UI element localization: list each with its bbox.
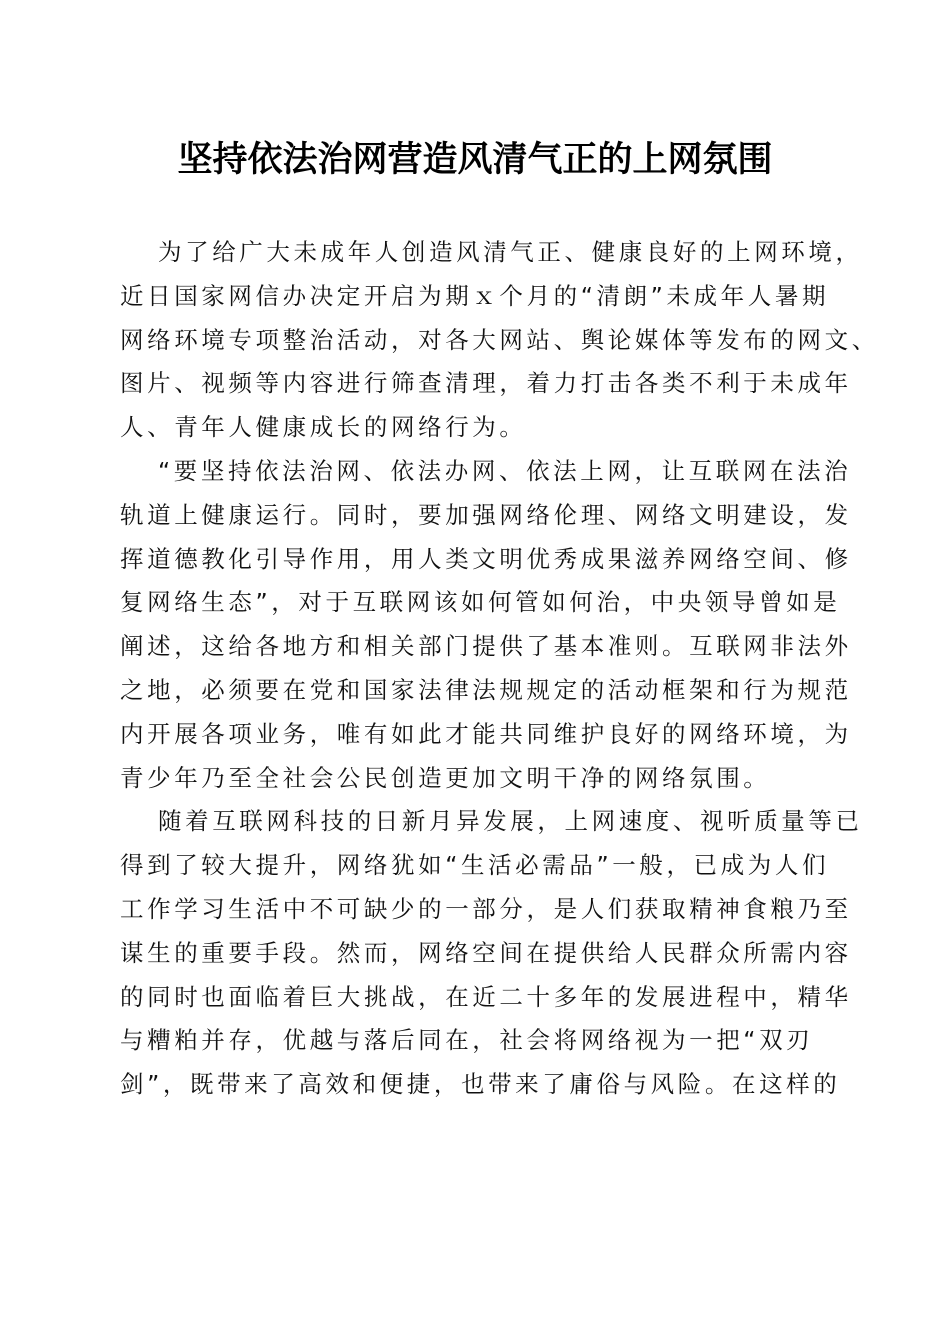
paragraph-2-line-8: 青少年乃至全社会公民创造更加文明干净的网络氛围。 xyxy=(120,763,771,792)
paragraph-2-line-5: 阐述，这给各地方和相关部门提供了基本准则。互联网非法外 xyxy=(120,632,852,661)
paragraph-1-line-5: 人、青年人健康成长的网络行为。 xyxy=(120,413,527,442)
paragraph-3-line-4: 谋生的重要手段。然而，网络空间在提供给人民群众所需内容 xyxy=(120,938,852,967)
paragraph-1-line-4: 图片、视频等内容进行筛查清理，着力打击各类不利于未成年 xyxy=(120,369,852,398)
paragraph-2-line-6: 之地，必须要在党和国家法律法规规定的活动框架和行为规范 xyxy=(120,675,852,704)
paragraph-2-line-2: 轨道上健康运行。同时，要加强网络伦理、网络文明建设，发 xyxy=(120,500,852,529)
document-body xyxy=(120,231,879,1107)
paragraph-1-line-2: 近日国家网信办决定开启为期ｘ个月的“清朗”未成年人暑期 xyxy=(120,281,830,310)
paragraph-3-line-6: 与糟粕并存，优越与落后同在，社会将网络视为一把“双刃 xyxy=(120,1026,814,1055)
paragraph-1-line-3: 网络环境专项整治活动，对各大网站、舆论媒体等发布的网文、 xyxy=(120,325,879,354)
paragraph-2-line-7: 内开展各项业务，唯有如此才能共同维护良好的网络环境，为 xyxy=(120,719,852,748)
paragraph-3-line-1: 随着互联网科技的日新月异发展，上网速度、视听质量等已 xyxy=(158,807,863,836)
paragraph-2-line-1: “要坚持依法治网、依法办网、依法上网，让互联网在法治 xyxy=(158,456,852,485)
paragraph-2-line-3: 挥道德教化引导作用，用人类文明优秀成果滋养网络空间、修 xyxy=(120,544,852,573)
paragraph-3-line-7: 剑”，既带来了高效和便捷，也带来了庸俗与风险。在这样的 xyxy=(120,1070,841,1099)
paragraph-3-line-2: 得到了较大提升，网络犹如“生活必需品”一般，已成为人们 xyxy=(120,851,830,880)
paragraph-3-line-3: 工作学习生活中不可缺少的一部分，是人们获取精神食粮乃至 xyxy=(120,894,852,923)
paragraph-1-line-1: 为了给广大未成年人创造风清气正、健康良好的上网环境， xyxy=(158,238,863,266)
document-title: 坚持依法治网营造风清气正的上网氛围 xyxy=(177,139,773,180)
paragraph-3-line-5: 的同时也面临着巨大挑战，在近二十多年的发展进程中，精华 xyxy=(120,982,852,1011)
paragraph-2-line-4: 复网络生态”，对于互联网该如何管如何治，中央领导曾如是 xyxy=(120,588,841,617)
